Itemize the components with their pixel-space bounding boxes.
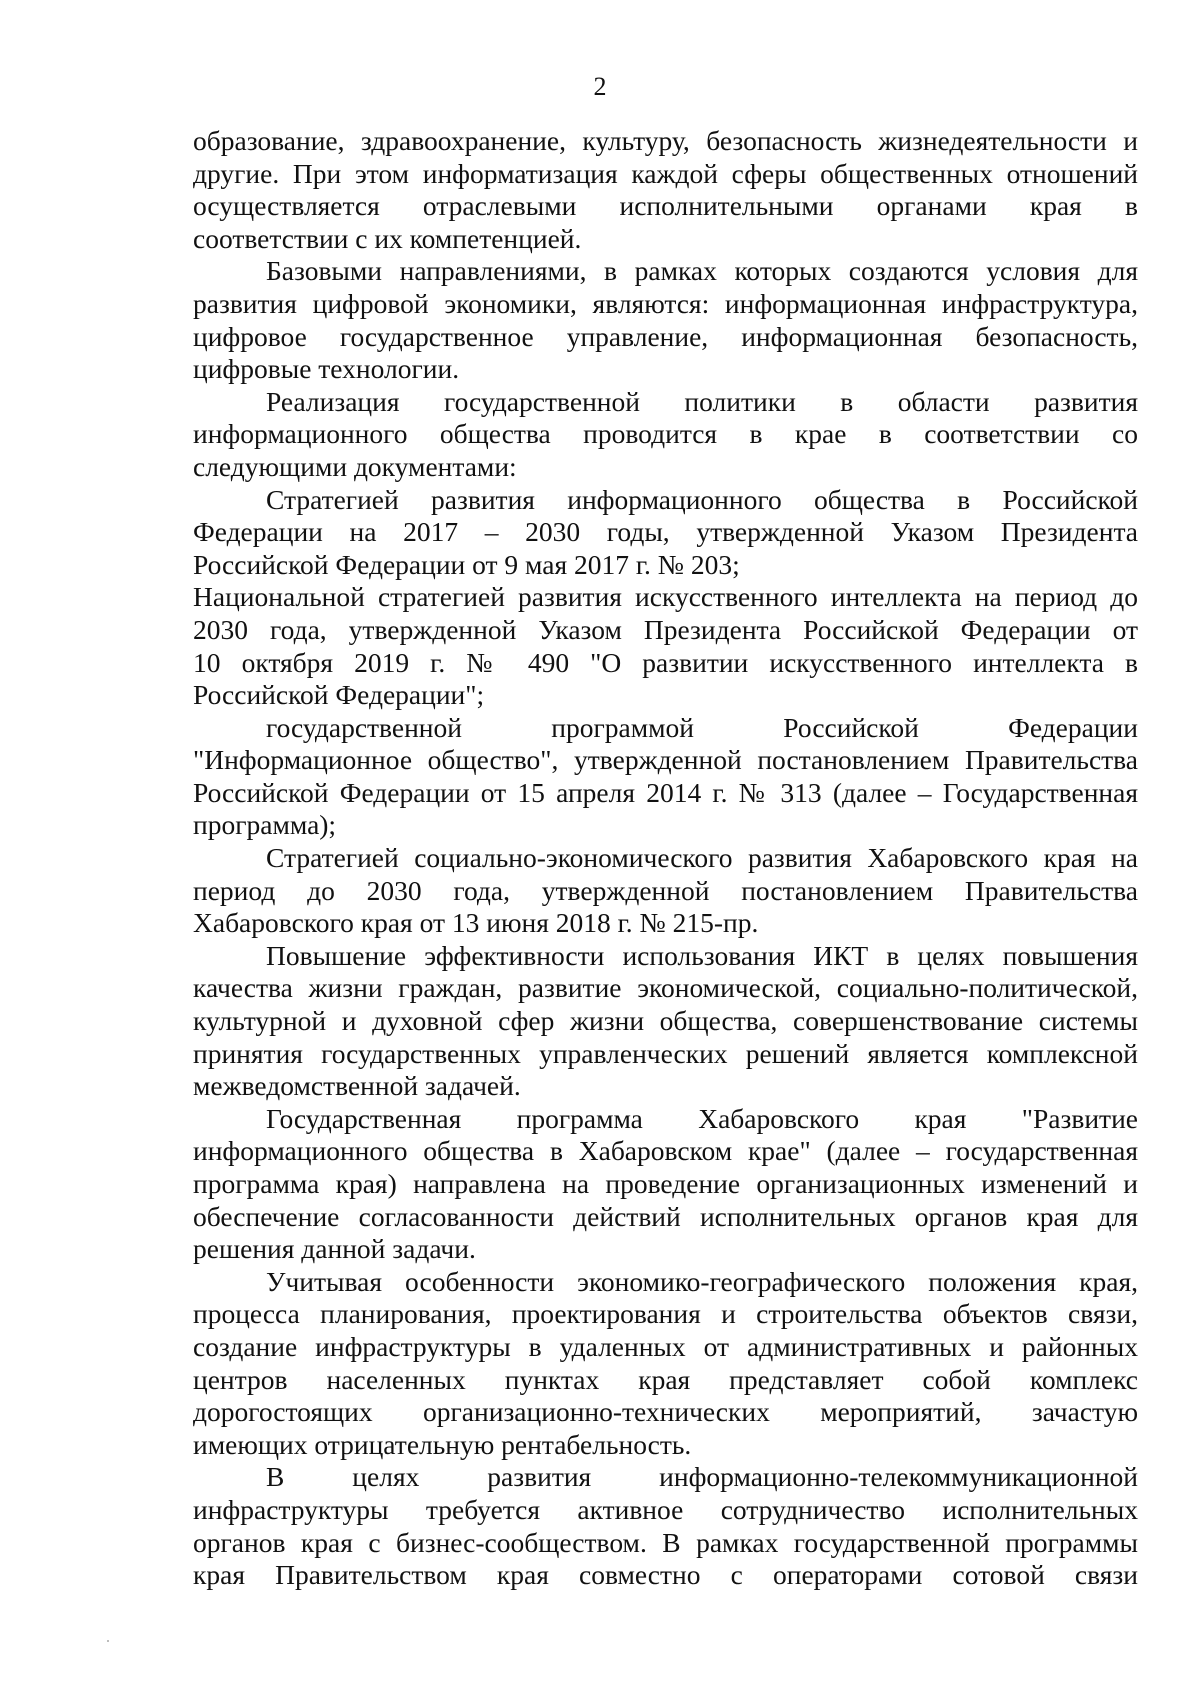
paragraph-1-line: другие. При этом информатизация каждой сферы общественных отношений	[193, 157, 1138, 189]
paragraph-7-line: Хабаровского края от 13 июня 2018 г. № 215-пр.	[193, 907, 759, 939]
document-body	[193, 125, 1138, 1592]
paragraph-10-line: имеющих отрицательную рентабельность.	[193, 1428, 692, 1460]
paragraph-11-line: инфраструктуры требуется активное сотрудничество исполнительных	[193, 1493, 1138, 1525]
paragraph-3	[193, 386, 1138, 484]
paragraph-7	[193, 842, 1138, 940]
paragraph-10	[193, 1266, 1138, 1462]
paragraph-9-line: Государственная программа Хабаровского края "Развитие	[266, 1102, 1138, 1134]
paragraph-9-line: программа края) направлена на проведение организационных изменений и	[193, 1168, 1138, 1199]
paragraph-6-line: государственной программой Российской Федерации	[266, 711, 1138, 743]
paragraph-11	[193, 1461, 1138, 1591]
paragraph-2-line: Базовыми направлениями, в рамках которых создаются условия для	[266, 255, 1138, 287]
paragraph-8-line: качества жизни граждан, развитие экономической, социально-политической,	[193, 972, 1138, 1004]
paragraph-9-line: решения данной задачи.	[193, 1233, 476, 1265]
paragraph-3-line: Реализация государственной политики в области развития	[266, 385, 1138, 417]
paragraph-9	[193, 1103, 1138, 1266]
paragraph-4-line: Российской Федерации от 9 мая 2017 г. № 203;	[193, 548, 740, 580]
paragraph-9-line: обеспечение согласованности действий исполнительных органов края для	[193, 1200, 1138, 1232]
paragraph-5-line: Российской Федерации";	[193, 679, 485, 711]
paragraph-1-line: соответствии с их компетенцией.	[193, 222, 582, 254]
paragraph-8-line: принятия государственных управленческих решений является комплексной	[193, 1037, 1138, 1069]
paragraph-4-line: Федерации на 2017 – 2030 годы, утвержденной Указом Президента	[193, 516, 1138, 548]
paragraph-4	[193, 484, 1138, 582]
paragraph-2-line: цифровое государственное управление, информационная безопасность,	[193, 320, 1138, 352]
paragraph-10-line: центров населенных пунктах края представляет собой комплекс	[193, 1363, 1138, 1395]
paragraph-10-line: Учитывая особенности экономико-географического положения края,	[266, 1265, 1138, 1297]
paragraph-1-line: осуществляется отраслевыми исполнительными органами края в	[193, 190, 1138, 222]
paragraph-2-line: развития цифровой экономики, являются: информационная инфраструктура,	[193, 287, 1138, 319]
paragraph-6-line: Российской Федерации от 15 апреля 2014 г. № 313 (далее – Государственная	[193, 776, 1138, 808]
scan-artifact	[107, 1640, 109, 1642]
paragraph-5-line: Национальной стратегией развития искусственного интеллекта на период до	[193, 581, 1138, 613]
paragraph-6	[193, 712, 1138, 842]
page-number: 2	[593, 72, 607, 101]
paragraph-7-line: период до 2030 года, утвержденной постановлением Правительства	[193, 874, 1138, 906]
paragraph-11-line: В целях развития информационно-телекоммуникационной	[266, 1461, 1138, 1493]
paragraph-11-line: органов края с бизнес-сообществом. В рамках государственной программы	[193, 1526, 1138, 1558]
paragraph-4-line: Стратегией развития информационного общества в Российской	[266, 483, 1138, 515]
paragraph-10-line: процесса планирования, проектирования и строительства объектов связи,	[193, 1298, 1138, 1330]
paragraph-3-line: следующими документами:	[193, 450, 517, 482]
paragraph-8-line: культурной и духовной сфер жизни общества, совершенствование системы	[193, 1005, 1138, 1037]
paragraph-8	[193, 940, 1138, 1103]
paragraph-5-line: 10 октября 2019 г. № 490 "О развитии искусственного интеллекта в	[193, 646, 1138, 678]
paragraph-3-line: информационного общества проводится в крае в соответствии со	[193, 418, 1138, 450]
paragraph-11-line: края Правительством края совместно с операторами сотовой связи	[193, 1559, 1138, 1591]
paragraph-1	[193, 125, 1138, 255]
paragraph-7-line: Стратегией социально-экономического развития Хабаровского края на	[266, 842, 1138, 874]
paragraph-5	[193, 581, 1138, 711]
paragraph-10-line: дорогостоящих организационно-технических мероприятий, зачастую	[193, 1396, 1138, 1428]
paragraph-2-line: цифровые технологии.	[193, 353, 460, 385]
paragraph-2	[193, 255, 1138, 385]
paragraph-5-line: 2030 года, утвержденной Указом Президента Российской Федерации от	[193, 613, 1138, 645]
paragraph-8-line: межведомственной задачей.	[193, 1070, 521, 1102]
paragraph-6-line: "Информационное общество", утвержденной постановлением Правительства	[193, 744, 1138, 776]
paragraph-10-line: создание инфраструктуры в удаленных от административных и районных	[193, 1330, 1138, 1362]
paragraph-1-line: образование, здравоохранение, культуру, безопасность жизнедеятельности и	[193, 125, 1138, 156]
paragraph-8-line: Повышение эффективности использования ИКТ в целях повышения	[266, 939, 1138, 971]
paragraph-9-line: информационного общества в Хабаровском крае" (далее – государственная	[193, 1135, 1138, 1167]
paragraph-6-line: программа);	[193, 809, 337, 841]
